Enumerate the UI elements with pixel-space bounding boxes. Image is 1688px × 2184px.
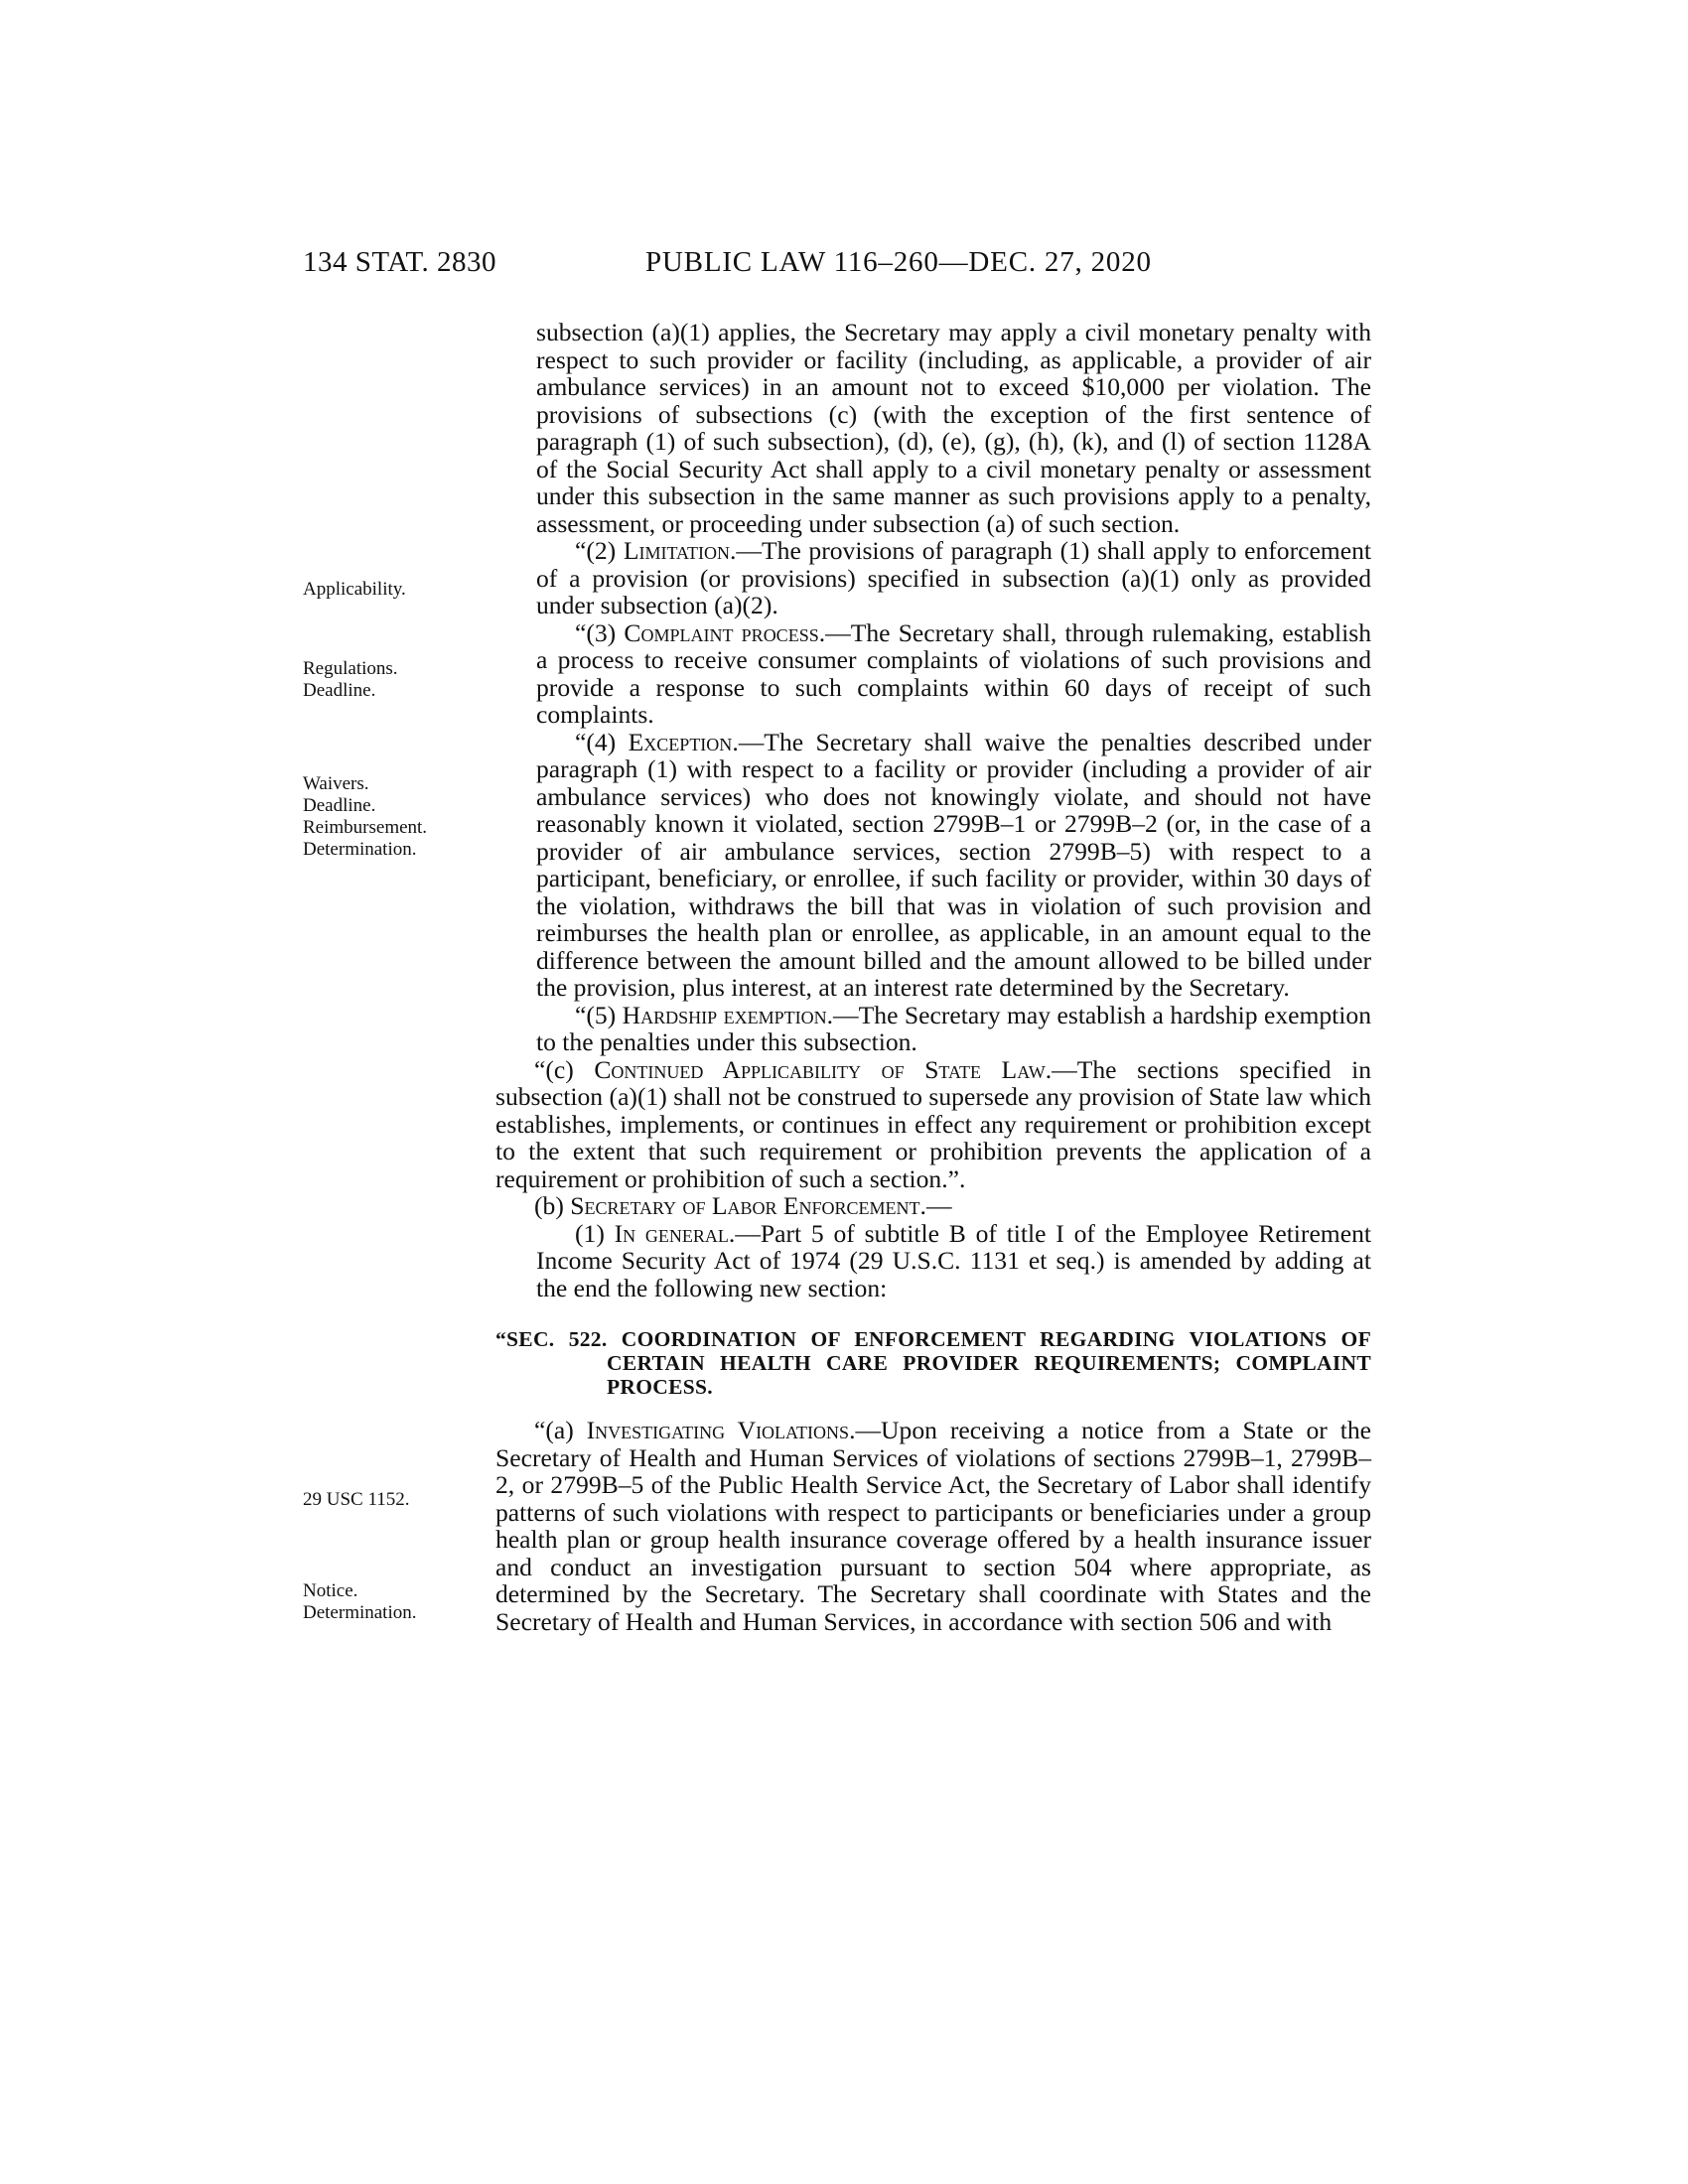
- margin-note-regulations: Regulations. Deadline.: [303, 658, 398, 701]
- paragraph-complaint-process: “(3) Complaint process.—The Secretary shall, through rulemaking, establish a process to receive consumer complaints of violations of such provisions and provide a response to such complaints within 60 days of receipt of such complaints.: [536, 617, 1371, 729]
- page-header: [303, 246, 1375, 286]
- body-text: [495, 319, 1371, 1635]
- margin-note-usc: 29 USC 1152.: [303, 1489, 410, 1510]
- public-law-title: PUBLIC LAW 116–260—DEC. 27, 2020: [645, 246, 1152, 278]
- subsection-a-block: [495, 1417, 1371, 1635]
- subsection-b-block: [495, 319, 1371, 1056]
- paragraph-limitation: “(2) Limitation.—The provisions of paragraph (1) shall apply to enforcement of a provision (or provisions) specified in subsection (a)(1) only as provided under subsection (a)(2).: [536, 536, 1371, 619]
- subsection-c-block: [495, 1056, 1371, 1220]
- stat-reference: 134 STAT. 2830: [303, 246, 497, 278]
- margin-note-applicability: Applicability.: [303, 579, 406, 600]
- paragraph-labor-enforcement: (b) Secretary of Labor Enforcement.—: [534, 1191, 952, 1220]
- paragraph-state-law: “(c) Continued Applicability of State Law.—The sections specified in subsection (a)(1) shall not be construed to supersede any provision of State law which establishes, implements, or continues in effect any requirement or prohibition except to the extent that such requirement or prohibition prevents the application of a requirement or prohibition of such a section.”.: [495, 1054, 1372, 1193]
- paragraph-in-general: (1) In general.—Part 5 of subtitle B of title I of the Employee Retirement Income Security Act of 1974 (29 U.S.C. 1131 et seq.) is amended by adding at the end the following new section:: [536, 1218, 1371, 1302]
- paragraph-penalty: subsection (a)(1) applies, the Secretary may apply a civil monetary penalty with respect to such provider or facility (including, as applicable, a provider of air ambulance services) in an amount not to exceed $10,000 per violation. The provisions of subsections (c) (with the exception of the first sentence of paragraph (1) of such subsection), (d), (e), (g), (h), (k), and (l) of section 1128A of the Social Security Act shall apply to a civil monetary penalty or assessment under this subsection in the same manner as such provisions apply to a penalty, assessment, or proceeding under subsection (a) of such section.: [536, 318, 1371, 538]
- paragraph-exception: “(4) Exception.—The Secretary shall waive the penalties described under paragraph (1) with respect to a facility or provider (including a provider of air ambulance services) who does not knowingly violate, and should not have reasonably known it violated, section 2799B–1 or 2799B–2 (or, in the case of a provider of air ambulance services, section 2799B–5) with respect to a participant, beneficiary, or enrollee, if such facility or provider, within 30 days of the violation, withdraws the bill that was in violation of such provision and reimburses the health plan or enrollee, as applicable, in an amount equal to the difference between the amount billed and the amount allowed to be billed under the provision, plus interest, at an interest rate determined by the Secretary.: [536, 727, 1371, 1002]
- paragraph-investigating-violations: “(a) Investigating Violations.—Upon receiving a notice from a State or the Secretary of Health and Human Services of violations of sections 2799B–1, 2799B–2, or 2799B–5 of the Public Health Service Act, the Secretary of Labor shall identify patterns of such violations with respect to participants or beneficiaries under a group health plan or group health insurance coverage offered by a health insurance issuer and conduct an investigation pursuant to section 504 where appropriate, as determined by the Secretary. The Secretary shall coordinate with States and the Secretary of Health and Human Services, in accordance with section 506 and with: [495, 1416, 1371, 1636]
- paragraph-hardship-exemption: “(5) Hardship exemption.—The Secretary may establish a hardship exemption to the penalties under this subsection.: [536, 1000, 1371, 1056]
- margin-note-waivers: Waivers. Deadline. Reimbursement. Determination.: [303, 773, 428, 860]
- margin-note-notice: Notice. Determination.: [303, 1580, 417, 1623]
- section-heading: “SEC. 522. COORDINATION OF ENFORCEMENT REGARDING VIOLATIONS OF CERTAIN HEALTH CARE PROVIDER REQUIREMENTS; COMPLAINT PROCESS.: [495, 1327, 1371, 1399]
- paragraph-1-block: [495, 1220, 1371, 1302]
